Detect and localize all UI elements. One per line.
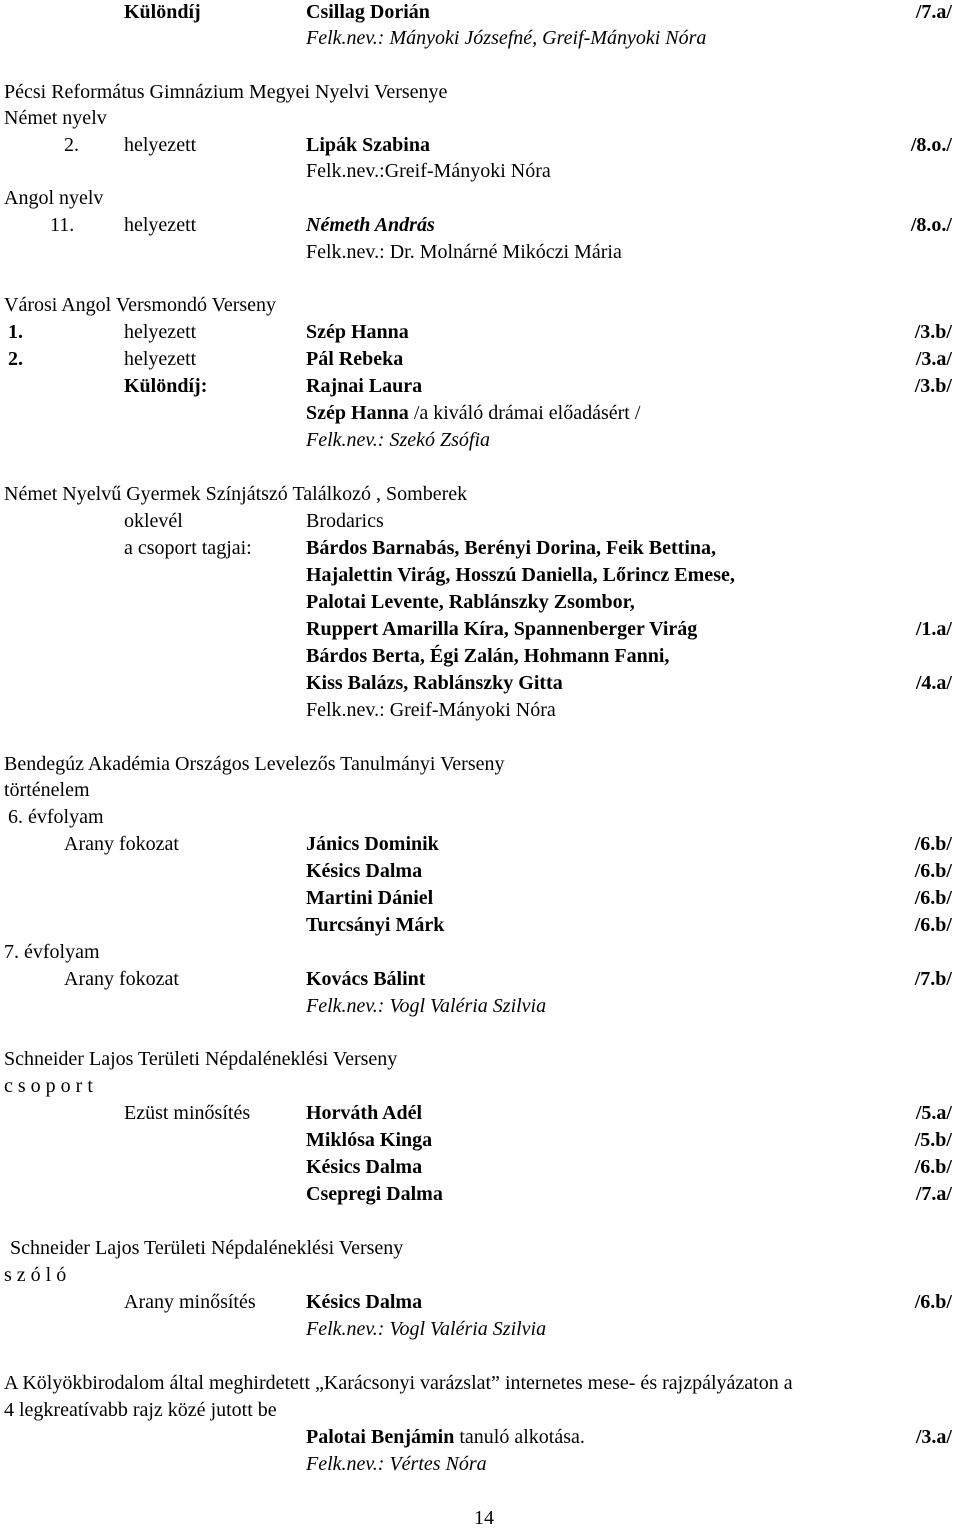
competition-text: A Kölyökbirodalom által meghirdetett „Karácsonyi varázslat” internetes mese- és rajzpályázaton a xyxy=(4,1372,793,1394)
student-name: Pál Rebeka xyxy=(306,348,404,370)
rank: 2. xyxy=(8,348,23,370)
student-name: Miklósa Kinga xyxy=(306,1129,433,1151)
class-label: /8.o./ xyxy=(910,214,952,236)
class-label: /8.o./ xyxy=(910,134,952,156)
student-name: Rajnai Laura xyxy=(306,375,423,397)
special-award-line xyxy=(306,401,640,425)
student-name: Késics Dalma xyxy=(306,860,423,882)
award-label: oklevél xyxy=(124,510,183,532)
student-name: Kovács Bálint xyxy=(306,968,426,990)
members-line: Bárdos Barnabás, Berényi Dorina, Feik Bettina, xyxy=(306,537,717,559)
student-name: Martini Dániel xyxy=(306,887,434,909)
members-line: Palotai Levente, Rablánszky Zsombor, xyxy=(306,591,635,613)
class-label: /5.a/ xyxy=(915,1102,952,1124)
student-name: Horváth Adél xyxy=(306,1102,423,1124)
award-level: Arany fokozat xyxy=(64,968,179,990)
student-name: Szép Hanna xyxy=(306,321,409,343)
student-name: Palotai Benjámin xyxy=(306,1426,455,1448)
teacher-line: Felk.nev.: Dr. Molnárné Mikóczi Mária xyxy=(306,241,622,263)
class-label: /6.b/ xyxy=(914,860,952,882)
class-label: /7.a/ xyxy=(915,1183,952,1205)
members-line: Hajalettin Virág, Hosszú Daniella, Lőrincz Emese, xyxy=(306,564,735,586)
competition-title: Schneider Lajos Területi Népdaléneklési Verseny xyxy=(4,1048,398,1070)
grade-label: 7. évfolyam xyxy=(4,941,100,963)
teacher-line: Felk.nev.: Szekó Zsófia xyxy=(306,429,491,451)
class-label: /1.a/ xyxy=(915,618,952,640)
members-line: Kiss Balázs, Rablánszky Gitta xyxy=(306,672,563,694)
winner-note: tanuló alkotása. xyxy=(459,1426,585,1448)
student-name: Késics Dalma xyxy=(306,1291,423,1313)
award-category: Különdíj: xyxy=(124,375,208,397)
teacher-line: Felk.nev.: Greif-Mányoki Nóra xyxy=(306,699,556,721)
student-name: Németh András xyxy=(306,214,435,236)
class-label: /3.b/ xyxy=(914,321,952,343)
competition-title: Schneider Lajos Területi Népdaléneklési Verseny xyxy=(10,1237,404,1259)
subject-label: Angol nyelv xyxy=(4,187,104,209)
class-label: /6.b/ xyxy=(914,914,952,936)
class-label: /6.b/ xyxy=(914,1291,952,1313)
competition-title: Bendegúz Akadémia Országos Levelezős Tanulmányi Verseny xyxy=(4,753,505,775)
placement: helyezett xyxy=(124,134,197,156)
award-level: Arany fokozat xyxy=(64,833,179,855)
class-label: /3.b/ xyxy=(914,375,952,397)
competition-title: Német Nyelvű Gyermek Színjátszó Találkozó , Somberek xyxy=(4,483,468,505)
student-name: Jánics Dominik xyxy=(306,833,439,855)
teacher-line: Felk.nev.: Vogl Valéria Szilvia xyxy=(306,995,547,1017)
category-label: c s o p o r t xyxy=(4,1075,93,1097)
winner-line xyxy=(306,1425,585,1449)
grade-label: 6. évfolyam xyxy=(8,806,104,828)
group-name: Brodarics xyxy=(306,510,384,532)
rank: 1. xyxy=(8,321,23,343)
class-label: /5.b/ xyxy=(914,1129,952,1151)
class-label: /3.a/ xyxy=(915,1426,952,1448)
class-label: /6.b/ xyxy=(914,1156,952,1178)
competition-title: Pécsi Református Gimnázium Megyei Nyelvi Versenye xyxy=(4,81,448,103)
student-name: Szép Hanna xyxy=(306,402,409,424)
class-label: /6.b/ xyxy=(914,887,952,909)
subject-label: Német nyelv xyxy=(4,107,107,129)
student-name: Lipák Szabina xyxy=(306,134,430,156)
page-number: 14 xyxy=(474,1507,494,1529)
teacher-line: Felk.nev.: Vogl Valéria Szilvia xyxy=(306,1318,547,1340)
student-name: Késics Dalma xyxy=(306,1156,423,1178)
placement: helyezett xyxy=(124,321,197,343)
award-level: Arany minősítés xyxy=(124,1291,256,1313)
competition-text: 4 legkreatívabb rajz közé jutott be xyxy=(4,1399,277,1421)
class-label: /7.a/ xyxy=(915,1,952,23)
class-label: /7.b/ xyxy=(914,968,952,990)
teacher-line: Felk.nev.: Mányoki Józsefné, Greif-Mányoki Nóra xyxy=(306,27,707,49)
student-name: Csillag Dorián xyxy=(306,1,430,23)
class-label: /6.b/ xyxy=(914,833,952,855)
class-label: /3.a/ xyxy=(915,348,952,370)
rank: 11. xyxy=(50,214,75,236)
placement: helyezett xyxy=(124,214,197,236)
category-label: s z ó l ó xyxy=(4,1264,67,1286)
competition-title: Városi Angol Versmondó Verseny xyxy=(4,294,277,316)
award-level: Ezüst minősítés xyxy=(124,1102,251,1124)
teacher-line: Felk.nev.:Greif-Mányoki Nóra xyxy=(306,160,551,182)
members-line: Bárdos Berta, Égi Zalán, Hohmann Fanni, xyxy=(306,645,670,667)
members-label: a csoport tagjai: xyxy=(124,537,252,559)
members-line: Ruppert Amarilla Kíra, Spannenberger Virág xyxy=(306,618,698,640)
award-note: /a kiváló drámai előadásért / xyxy=(413,402,641,424)
teacher-line: Felk.nev.: Vértes Nóra xyxy=(306,1453,487,1475)
student-name: Turcsányi Márk xyxy=(306,914,445,936)
student-name: Csepregi Dalma xyxy=(306,1183,443,1205)
subject-label: történelem xyxy=(4,779,90,801)
award-category: Különdíj xyxy=(124,1,201,23)
class-label: /4.a/ xyxy=(915,672,952,694)
rank: 2. xyxy=(64,134,79,156)
placement: helyezett xyxy=(124,348,197,370)
